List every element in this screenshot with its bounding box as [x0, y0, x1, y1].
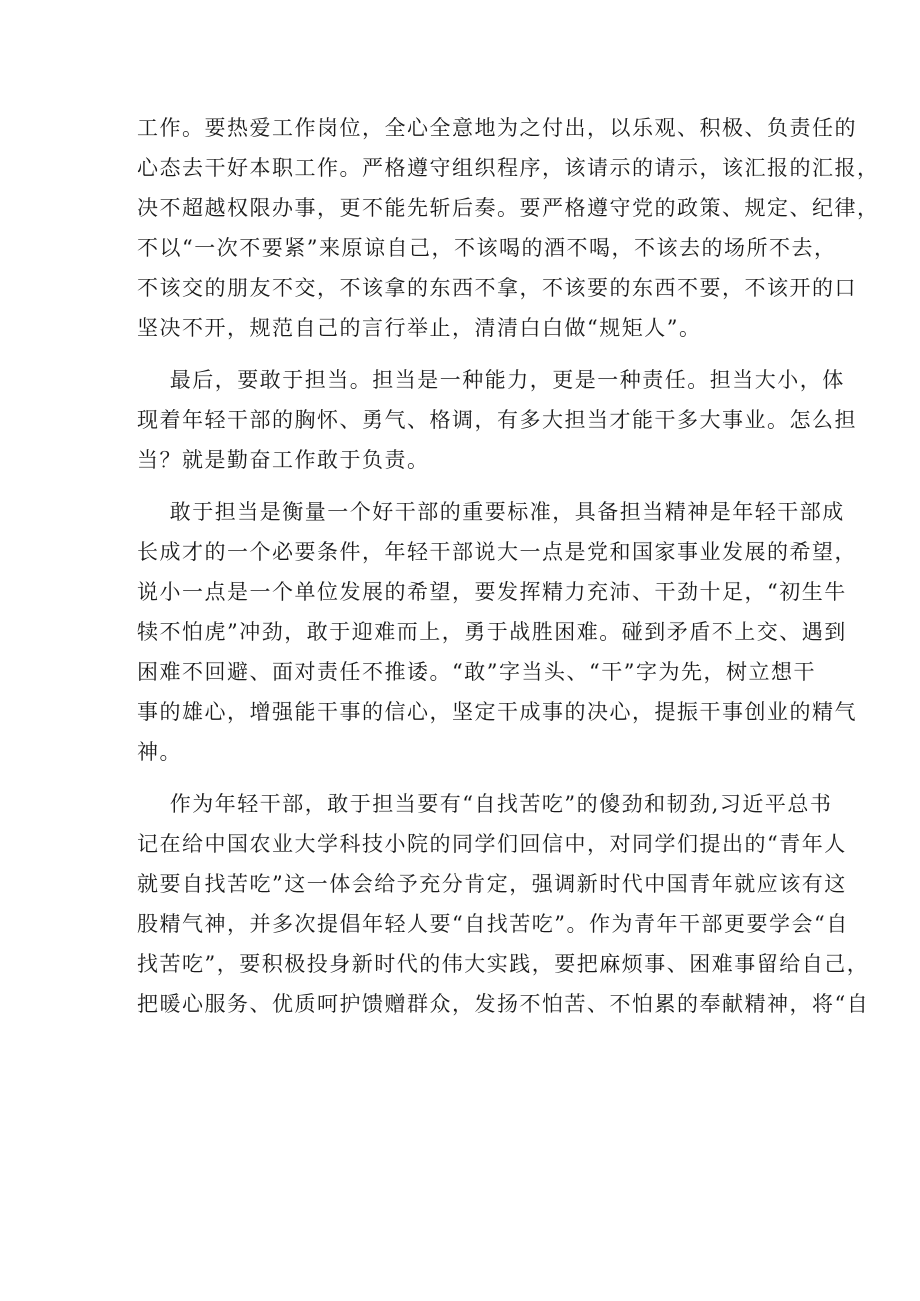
text-line: 找苦吃”，要积极投身新时代的伟大实践，要把麻烦事、困难事留给自己， — [137, 952, 870, 976]
text-line: 敢于担当是衡量一个好干部的重要标准，具备担当精神是年轻干部成 — [137, 500, 845, 524]
text-line: 长成才的一个必要条件，年轻干部说大一点是党和国家事业发展的希望， — [137, 540, 857, 564]
paragraph-1 — [137, 108, 880, 348]
paragraph-gap — [137, 480, 799, 492]
text-line: 当？就是勤奋工作敢于负责。 — [137, 448, 430, 472]
text-line: 困难不回避、面对责任不推诿。“敢”字当头、“干”字为先，树立想干 — [137, 660, 816, 684]
text-line: 事的雄心，增强能干事的信心，坚定干成事的决心，提振干事创业的精气 — [137, 700, 857, 724]
text-line: 记在给中国农业大学科技小院的同学们回信中，对同学们提出的“青年人 — [137, 832, 847, 856]
text-line: 决不超越权限办事，更不能先斩后奏。要严格遵守党的政策、规定、纪律， — [137, 196, 880, 220]
text-line: 把暖心服务、优质呵护馈赠群众，发扬不怕苦、不怕累的奉献精神，将“自 — [137, 992, 870, 1016]
text-line: 工作。要热爱工作岗位，全心全意地为之付出，以乐观、积极、负责任的 — [137, 116, 857, 140]
text-line: 神。 — [137, 740, 182, 764]
paragraph-gap — [137, 348, 799, 360]
text-line: 现着年轻干部的胸怀、勇气、格调，有多大担当才能干多大事业。怎么担 — [137, 408, 857, 432]
text-line: 心态去干好本职工作。严格遵守组织程序，该请示的请示，该汇报的汇报， — [137, 156, 880, 180]
text-line: 就要自找苦吃”这一体会给予充分肯定，强调新时代中国青年就应该有这 — [137, 872, 847, 896]
text-line: 犊不怕虎”冲劲，敢于迎难而上，勇于战胜困难。碰到矛盾不上交、遇到 — [137, 620, 847, 644]
document-body — [137, 108, 880, 1024]
paragraph-3 — [137, 492, 857, 772]
text-line: 坚决不开，规范自己的言行举止，清清白白做“规矩人”。 — [137, 316, 702, 340]
paragraph-2 — [137, 360, 857, 480]
paragraph-gap — [137, 772, 799, 784]
text-line: 说小一点是一个单位发展的希望，要发挥精力充沛、干劲十足，“初生牛 — [137, 580, 847, 604]
paragraph-4 — [137, 784, 870, 1024]
text-line: 最后，要敢于担当。担当是一种能力，更是一种责任。担当大小，体 — [137, 368, 845, 392]
text-line: 作为年轻干部，敢于担当要有“自找苦吃”的傻劲和韧劲,习近平总书 — [137, 792, 833, 816]
text-line: 股精气神，并多次提倡年轻人要“自找苦吃”。作为青年干部更要学会“自 — [137, 912, 849, 936]
text-line: 不该交的朋友不交，不该拿的东西不拿，不该要的东西不要，不该开的口 — [137, 276, 857, 300]
text-line: 不以“一次不要紧”来原谅自己，不该喝的酒不喝，不该去的场所不去， — [137, 236, 837, 260]
